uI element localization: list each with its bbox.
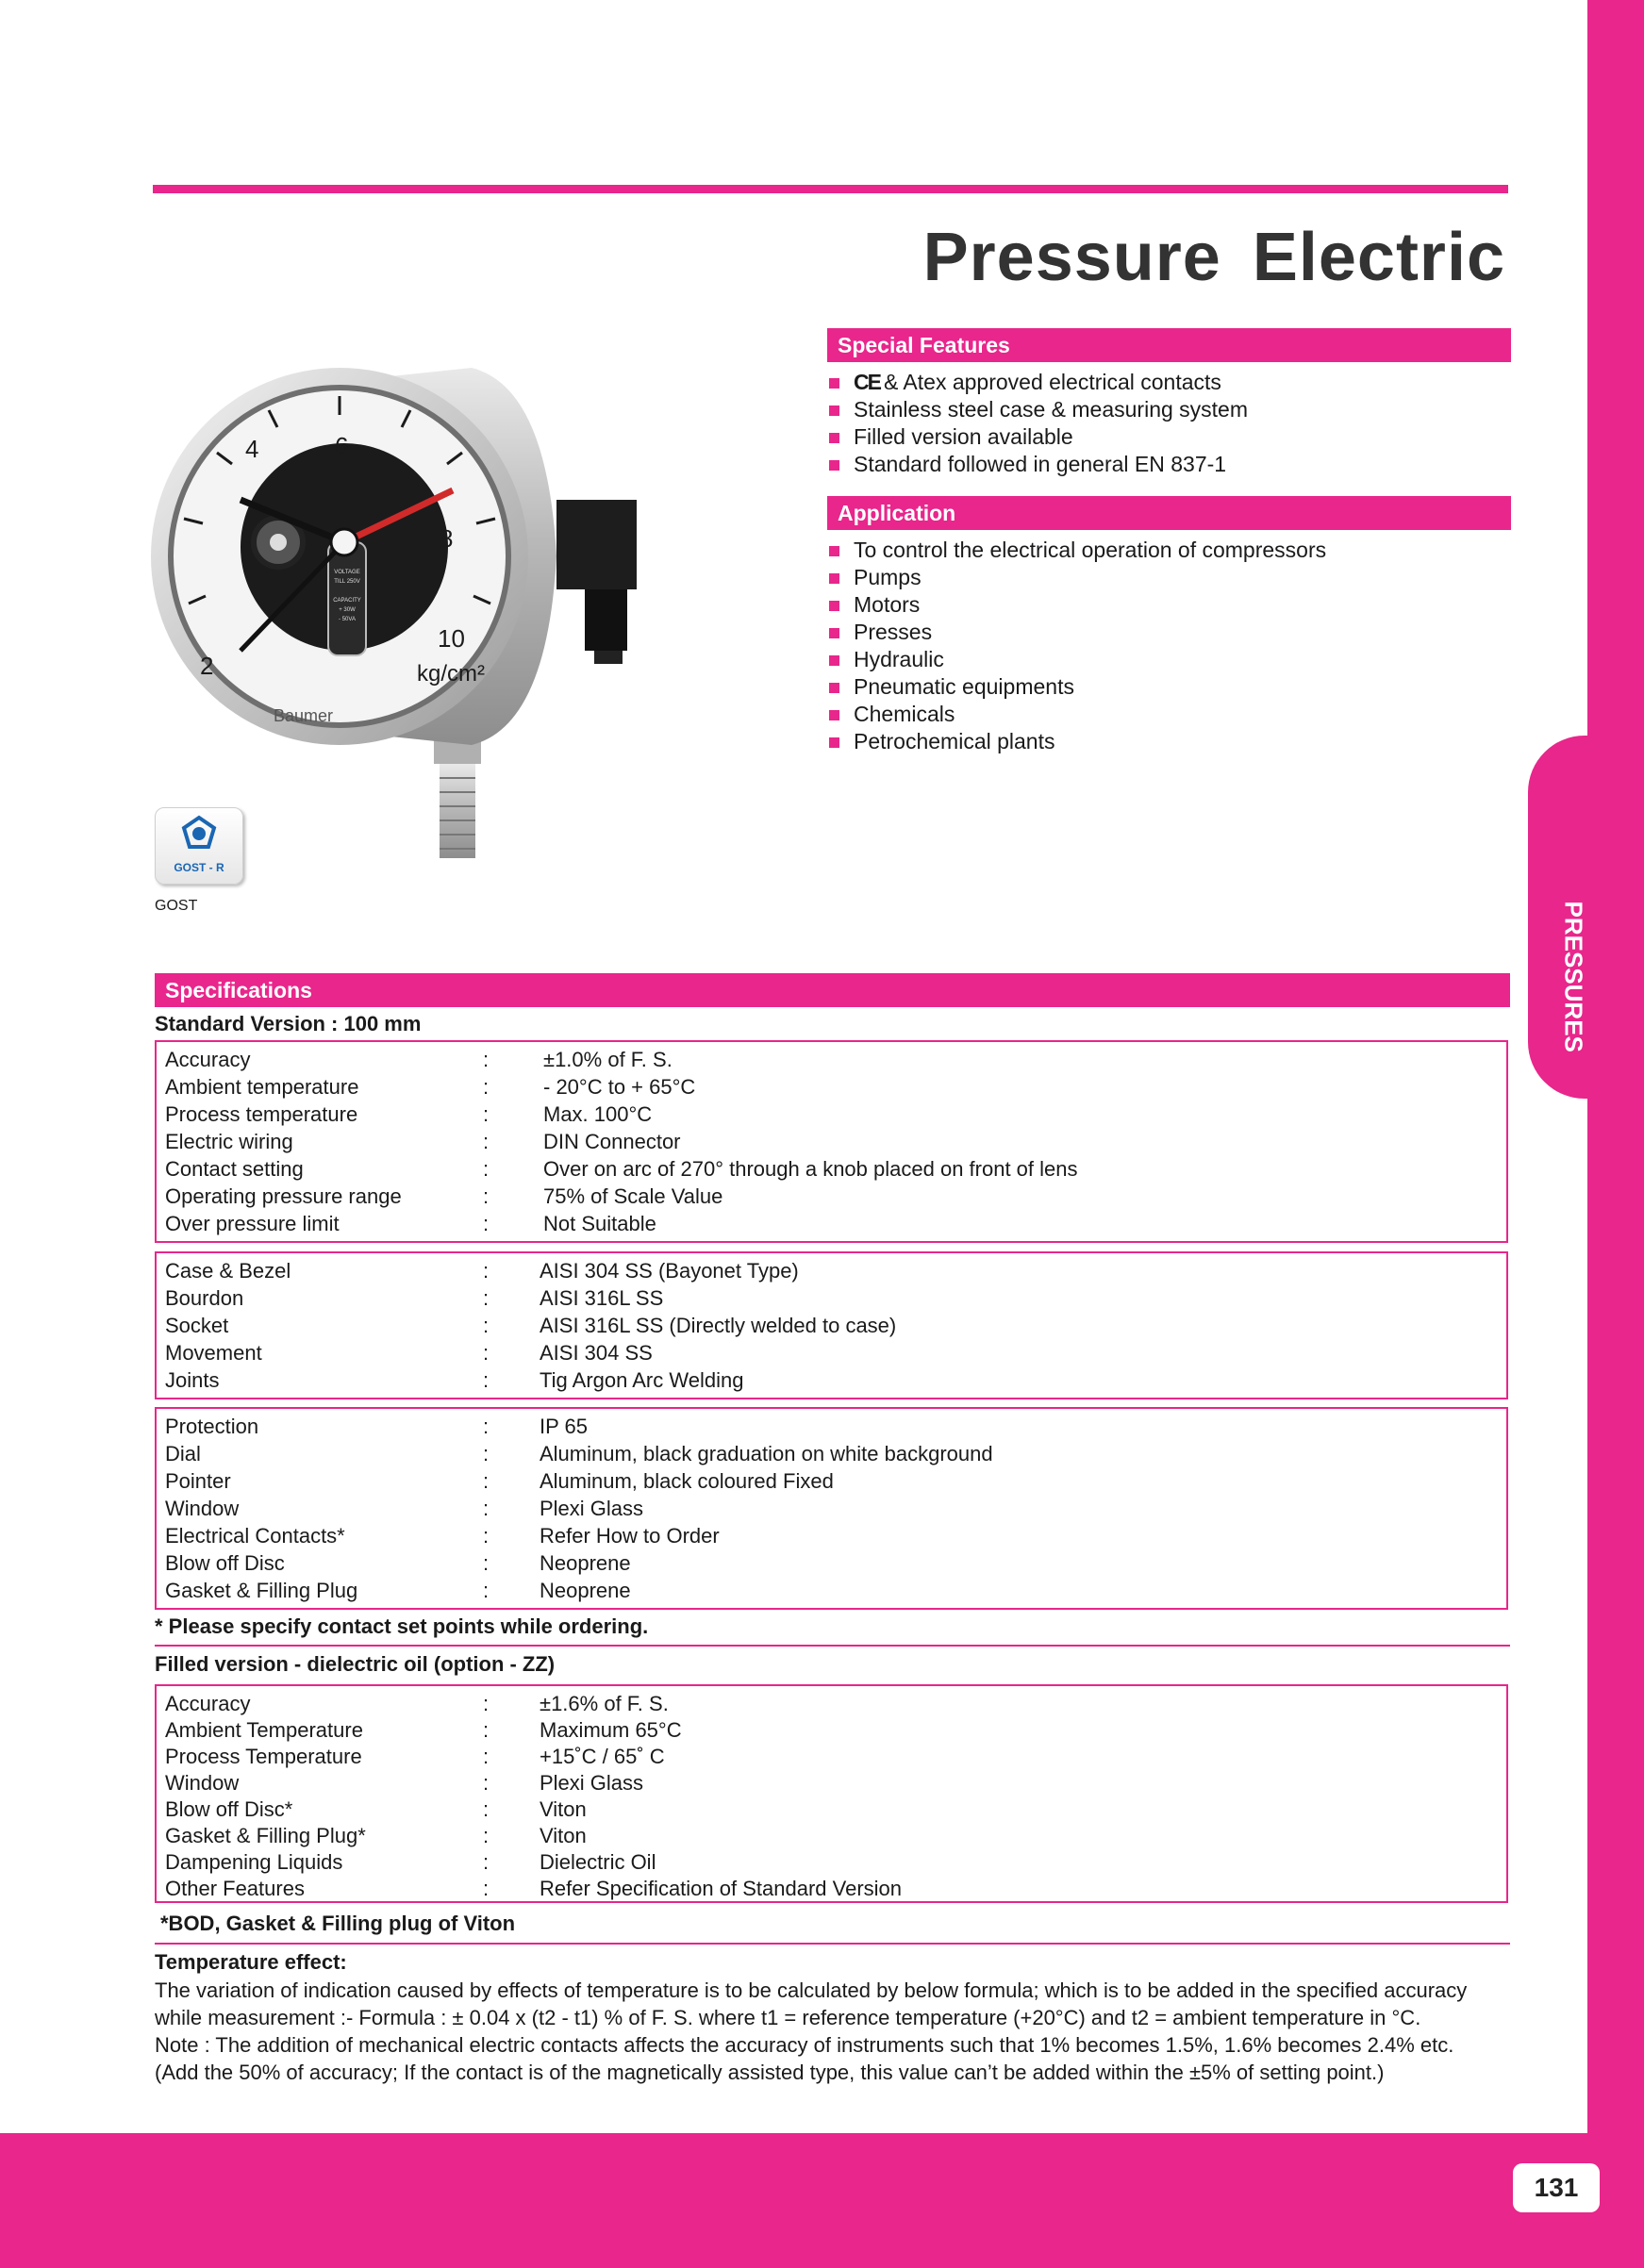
page-number: 131 <box>1513 2163 1600 2212</box>
svg-text:- 50VA: - 50VA <box>339 617 356 622</box>
svg-text:VOLTAGE: VOLTAGE <box>334 570 360 575</box>
scale-label: 2 <box>200 652 214 680</box>
special-features-heading: Special Features <box>827 328 1511 362</box>
scale-label: 10 <box>438 624 465 653</box>
gost-caption: GOST <box>155 898 198 914</box>
list-item: Motors <box>827 591 1326 619</box>
divider <box>155 1645 1510 1647</box>
list-item: Presses <box>827 619 1326 646</box>
list-item: CE & Atex approved electrical contacts <box>827 369 1248 396</box>
list-item: Filled version available <box>827 423 1248 451</box>
list-item: Chemicals <box>827 701 1326 728</box>
list-item: To control the electrical operation of compressors <box>827 537 1326 564</box>
svg-text:CAPACITY: CAPACITY <box>333 598 361 604</box>
paragraph-line: Note : The addition of mechanical electric contacts affects the accuracy of instruments such that 1% becomes 1.5%, 1.6% becomes 2.4% etc. <box>155 2033 1454 2057</box>
paragraph-line: (Add the 50% of accuracy; If the contact is of the magnetically assisted type, this value can’t be added within the ±5% of setting point.) <box>155 2061 1385 2084</box>
special-features-list <box>827 369 1248 478</box>
paragraph-line: The variation of indication caused by effects of temperature is to be calculated by below formula; which is to be added in the specified accuracy <box>155 1978 1468 2002</box>
list-item: Hydraulic <box>827 646 1326 673</box>
brand-label: Baumer <box>274 706 334 725</box>
pressure-gauge-illustration <box>151 349 792 877</box>
ce-mark-icon: CE <box>854 370 880 394</box>
ordering-note: * Please specify contact set points while ordering. <box>155 1614 649 1638</box>
scale-label: 8 <box>440 524 454 553</box>
top-rule <box>153 185 1508 193</box>
list-item: Petrochemical plants <box>827 728 1326 755</box>
svg-text:TILL 250V: TILL 250V <box>334 579 360 585</box>
list-item: Pumps <box>827 564 1326 591</box>
spec-table-materials: Case & Bezel : AISI 304 SS (Bayonet Type) Bourdon : AISI 316L SS Socket : AISI 316L SS (Directly welded to case) Movement : AISI 304 SS Joints : Tig Argon Arc Welding <box>155 1251 1508 1399</box>
gost-logo-icon <box>156 808 242 865</box>
unit-label: kg/cm² <box>417 661 485 687</box>
spec-table-filled: Accuracy : ±1.6% of F. S. Ambient Temperature : Maximum 65°C Process Temperature : +15˚C / 65˚ C Window : Plexi Glass Blow off Disc* : Viton Gasket & Filling Plug* : Viton Dampening Liquids : Dielectric Oil Other Features : Refer Specification of Standard Version <box>155 1684 1508 1903</box>
paragraph-line: while measurement :- Formula : ± 0.04 x (t2 - t1) % of F. S. where t1 = reference temperature (+20°C) and t2 = ambient temperature in °C. <box>155 2006 1421 2029</box>
side-tab-label <box>1559 902 1588 962</box>
list-item: Stainless steel case & measuring system <box>827 396 1248 423</box>
scale-label: 6 <box>335 432 349 460</box>
specifications-heading: Specifications <box>155 973 1510 1007</box>
spec-table-components: Protection : IP 65 Dial : Aluminum, black graduation on white background Pointer : Aluminum, black coloured Fixed Window : Plexi Glass Electrical Contacts* : Refer How to Order Blow off Disc : Neoprene Gasket & Filling Plug : Neoprene <box>155 1407 1508 1610</box>
footer-band <box>0 2133 1644 2268</box>
temperature-effect-heading: Temperature effect: <box>155 1950 347 1974</box>
list-item: Pneumatic equipments <box>827 673 1326 701</box>
standard-version-title: Standard Version : 100 mm <box>155 1012 422 1035</box>
application-heading: Application <box>827 496 1511 530</box>
temperature-effect-body <box>155 1977 1513 2086</box>
application-list <box>827 537 1326 755</box>
din-connector-icon <box>556 500 637 589</box>
gost-badge <box>155 807 243 885</box>
filled-version-title: Filled version - dielectric oil (option - ZZ) <box>155 1652 556 1676</box>
scale-label: 4 <box>245 435 259 463</box>
divider <box>155 1943 1510 1945</box>
right-margin-band <box>1587 0 1644 2268</box>
svg-text:+ 30W: + 30W <box>339 607 356 613</box>
page-title: Pressure Electric <box>922 220 1505 295</box>
viton-note: *BOD, Gasket & Filling plug of Viton <box>160 1912 516 1935</box>
spec-table-general: Accuracy : ±1.0% of F. S. Ambient temperature : - 20°C to + 65°C Process temperature : Max. 100°C Electric wiring : DIN Connector Contact setting : Over on arc of 270° through a knob placed on front of lens Operating pressure range : 75% of Scale Value Over pressure limit : Not Suitable <box>155 1040 1508 1243</box>
gost-badge-text: GOST - R <box>174 861 224 874</box>
list-item: Standard followed in general EN 837-1 <box>827 451 1248 478</box>
